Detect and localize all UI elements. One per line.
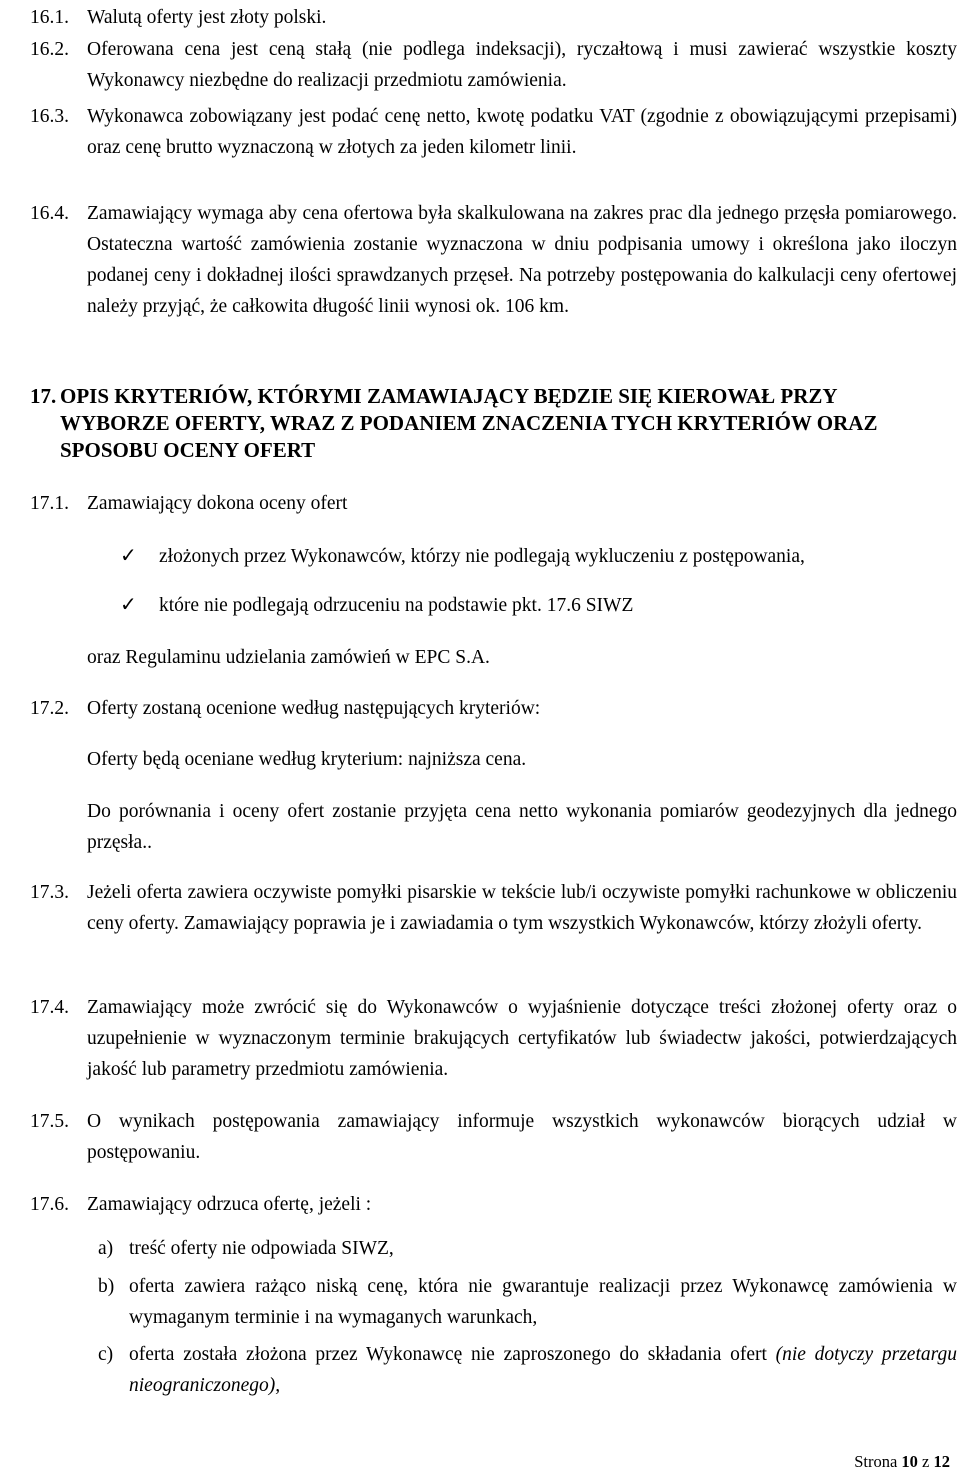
list-item [98,1339,957,1401]
item-16-4 [30,198,957,322]
item-number: 16.2. [30,39,69,60]
item-number: 16.3. [30,106,69,127]
list-text: oferta zawiera rażąco niską cenę, która nie gwarantuje realizacji przez Wykonawcę zamówienia w wymaganym terminie i na wymaganych warunkach, [129,1276,957,1328]
item-17-2 [30,693,957,724]
item-17-2-paragraph: Do porównania i oceny ofert zostanie przyjęta cena netto wykonania pomiarów geodezyjnych dla jednego przęsła.. [87,801,957,853]
list-item [98,1271,957,1333]
item-text: Wykonawca zobowiązany jest podać cenę netto, kwotę podatku VAT (zgodnie z obowiązującymi przepisami) oraz cenę brutto wyznaczoną w złotych za jeden kilometr linii. [87,106,957,158]
item-17-6 [30,1189,957,1220]
checkmark-icon: ✓ [120,592,137,616]
item-17-1-tail: oraz Regulaminu udzielania zamówień w EPC S.A. [87,647,490,668]
item-17-3 [30,877,957,939]
footer-separator: z [922,1452,930,1471]
list-label: b) [98,1276,115,1297]
check-list-item [120,590,955,621]
footer-page-number: 10 [901,1452,918,1471]
list-text-note: (nie dotyczy przetargu nieograniczonego), [129,1344,957,1396]
item-number: 17.2. [30,698,69,719]
item-17-5 [30,1106,957,1168]
item-text: Zamawiający dokona oceny ofert [87,493,348,514]
item-16-1 [30,2,957,33]
item-number: 17.3. [30,882,69,903]
item-text: Zamawiający wymaga aby cena ofertowa była skalkulowana na zakres prac dla jednego przęsła pomiarowego. Ostateczna wartość zamówienia zostanie wyznaczona w dniu podpisania umowy i określona jako iloczyn podanej ceny i dokładnej ilości sprawdzanych przęseł. Na potrzeby postępowania do kalkulacji ceny ofertowej należy przyjąć, że całkowita długość linii wynosi ok. 106 km. [87,203,957,317]
item-16-2 [30,34,957,96]
list-label: c) [98,1344,114,1365]
item-text: Jeżeli oferta zawiera oczywiste pomyłki pisarskie w tekście lub/i oczywiste pomyłki rachunkowe w obliczeniu ceny oferty. Zamawiający poprawia je i zawiadamia o tym wszystkich Wykonawców, którzy złożyli oferty. [87,882,957,934]
item-text: Oferowana cena jest ceną stałą (nie podlega indeksacji), ryczałtową i musi zawierać wszystkie koszty Wykonawcy niezbędne do realizacji przedmiotu zamówienia. [87,39,957,91]
item-text: Walutą oferty jest złoty polski. [87,7,327,28]
list-text: treść oferty nie odpowiada SIWZ, [129,1238,394,1259]
check-text: złożonych przez Wykonawców, którzy nie podlegają wykluczeniu z postępowania, [159,546,805,567]
item-17-4 [30,992,957,1085]
section-heading [30,383,950,464]
checkmark-icon: ✓ [120,543,137,567]
item-number: 17.5. [30,1111,69,1132]
section-number: 17. [30,384,57,408]
item-text: Zamawiający odrzuca ofertę, jeżeli : [87,1194,372,1215]
item-16-3 [30,101,957,163]
section-title: OPIS KRYTERIÓW, KTÓRYMI ZAMAWIAJĄCY BĘDZIE SIĘ KIEROWAŁ PRZY WYBORZE OFERTY, WRAZ Z PODANIEM ZNACZENIA TYCH KRYTERIÓW ORAZ SPOSOBU OCENY OFERT [60,384,878,462]
footer-prefix: Strona [854,1452,898,1471]
list-item [98,1233,957,1264]
item-number: 16.4. [30,203,69,224]
item-17-2-paragraph: Oferty będą oceniane według kryterium: najniższa cena. [87,749,527,770]
item-text: Zamawiający może zwrócić się do Wykonawców o wyjaśnienie dotyczące treści złożonej oferty oraz o uzupełnienie w wyznaczonym terminie brakujących certyfikatów lub świadectw jakości, potwierdzających jakość lub parametry przedmiotu zamówienia. [87,997,957,1080]
footer-page-total: 12 [933,1452,950,1471]
page-footer [854,1452,950,1472]
item-text: Oferty zostaną ocenione według następujących kryteriów: [87,698,541,719]
item-17-1 [30,488,957,519]
item-number: 16.1. [30,7,69,28]
list-label: a) [98,1238,114,1259]
list-text-main: oferta została złożona przez Wykonawcę nie zaproszonego do składania ofert [129,1344,767,1365]
item-number: 17.6. [30,1194,69,1215]
item-text: O wynikach postępowania zamawiający informuje wszystkich wykonawców biorących udział w postępowaniu. [87,1111,957,1163]
check-text: które nie podlegają odrzuceniu na podstawie pkt. 17.6 SIWZ [159,595,634,616]
list-text [129,1339,957,1401]
item-number: 17.4. [30,997,69,1018]
item-number: 17.1. [30,493,69,514]
check-list-item [120,541,955,572]
